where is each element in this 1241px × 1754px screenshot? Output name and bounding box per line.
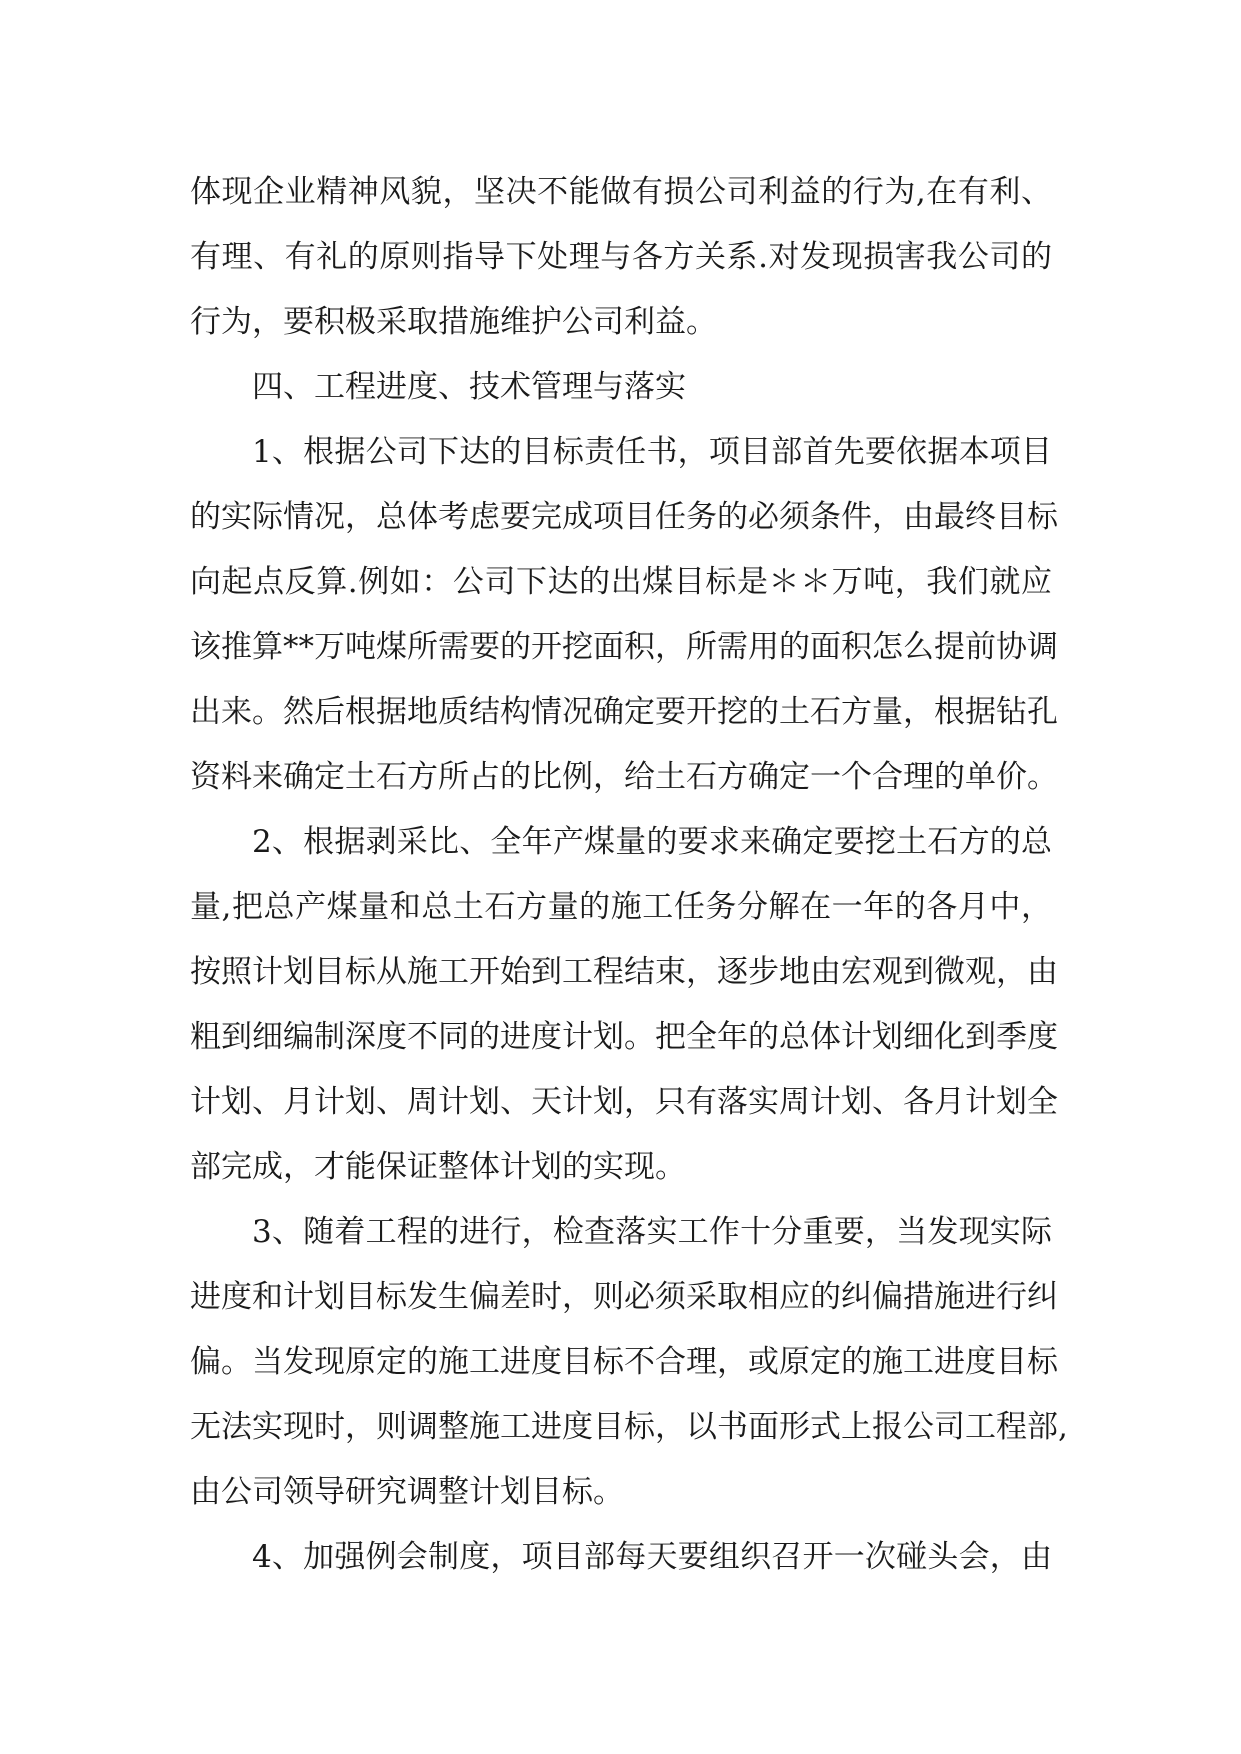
text-line: 有理、有礼的原则指导下处理与各方关系.对发现损害我公司的 bbox=[190, 239, 1052, 275]
text-line: 部完成，才能保证整体计划的实现。 bbox=[190, 1149, 686, 1185]
text-line: 3、随着工程的进行，检查落实工作十分重要，当发现实际 bbox=[252, 1214, 1052, 1250]
text-line: 该推算**万吨煤所需要的开挖面积，所需用的面积怎么提前协调 bbox=[190, 629, 1058, 665]
text-line: 体现企业精神风貌，坚决不能做有损公司利益的行为,在有利、 bbox=[190, 174, 1052, 210]
paragraph-item-2 bbox=[190, 810, 1058, 1200]
text-line: 的实际情况，总体考虑要完成项目任务的必须条件，由最终目标 bbox=[190, 499, 1058, 535]
text-line: 2、根据剥采比、全年产煤量的要求来确定要挖土石方的总 bbox=[252, 824, 1052, 860]
document-body bbox=[190, 160, 1068, 1590]
text-line: 计划、月计划、周计划、天计划，只有落实周计划、各月计划全 bbox=[190, 1084, 1058, 1120]
text-line: 量,把总产煤量和总土石方量的施工任务分解在一年的各月中， bbox=[190, 889, 1052, 925]
text-line: 粗到细编制深度不同的进度计划。把全年的总体计划细化到季度 bbox=[190, 1019, 1058, 1055]
text-line: 4、加强例会制度，项目部每天要组织召开一次碰头会，由 bbox=[252, 1539, 1052, 1575]
section-heading bbox=[190, 355, 1052, 420]
text-line: 向起点反算.例如：公司下达的出煤目标是＊＊万吨，我们就应 bbox=[190, 564, 1052, 600]
text-line: 偏。当发现原定的施工进度目标不合理，或原定的施工进度目标 bbox=[190, 1344, 1058, 1380]
text-line: 出来。然后根据地质结构情况确定要开挖的土石方量，根据钻孔 bbox=[190, 694, 1058, 730]
text-line: 进度和计划目标发生偏差时，则必须采取相应的纠偏措施进行纠 bbox=[190, 1279, 1058, 1315]
text-line: 按照计划目标从施工开始到工程结束，逐步地由宏观到微观，由 bbox=[190, 954, 1058, 990]
text-line: 资料来确定土石方所占的比例，给土石方确定一个合理的单价。 bbox=[190, 759, 1058, 795]
paragraph-item-4 bbox=[190, 1525, 1052, 1590]
text-line: 行为，要积极采取措施维护公司利益。 bbox=[190, 304, 717, 340]
paragraph-continuation bbox=[190, 160, 1052, 355]
text-line: 无法实现时，则调整施工进度目标，以书面形式上报公司工程部, bbox=[190, 1409, 1068, 1445]
paragraph-item-1 bbox=[190, 420, 1058, 810]
text-line: 四、工程进度、技术管理与落实 bbox=[252, 369, 686, 405]
paragraph-item-3 bbox=[190, 1200, 1068, 1525]
text-line: 由公司领导研究调整计划目标。 bbox=[190, 1474, 624, 1510]
text-line: 1、根据公司下达的目标责任书，项目部首先要依据本项目 bbox=[252, 434, 1052, 470]
